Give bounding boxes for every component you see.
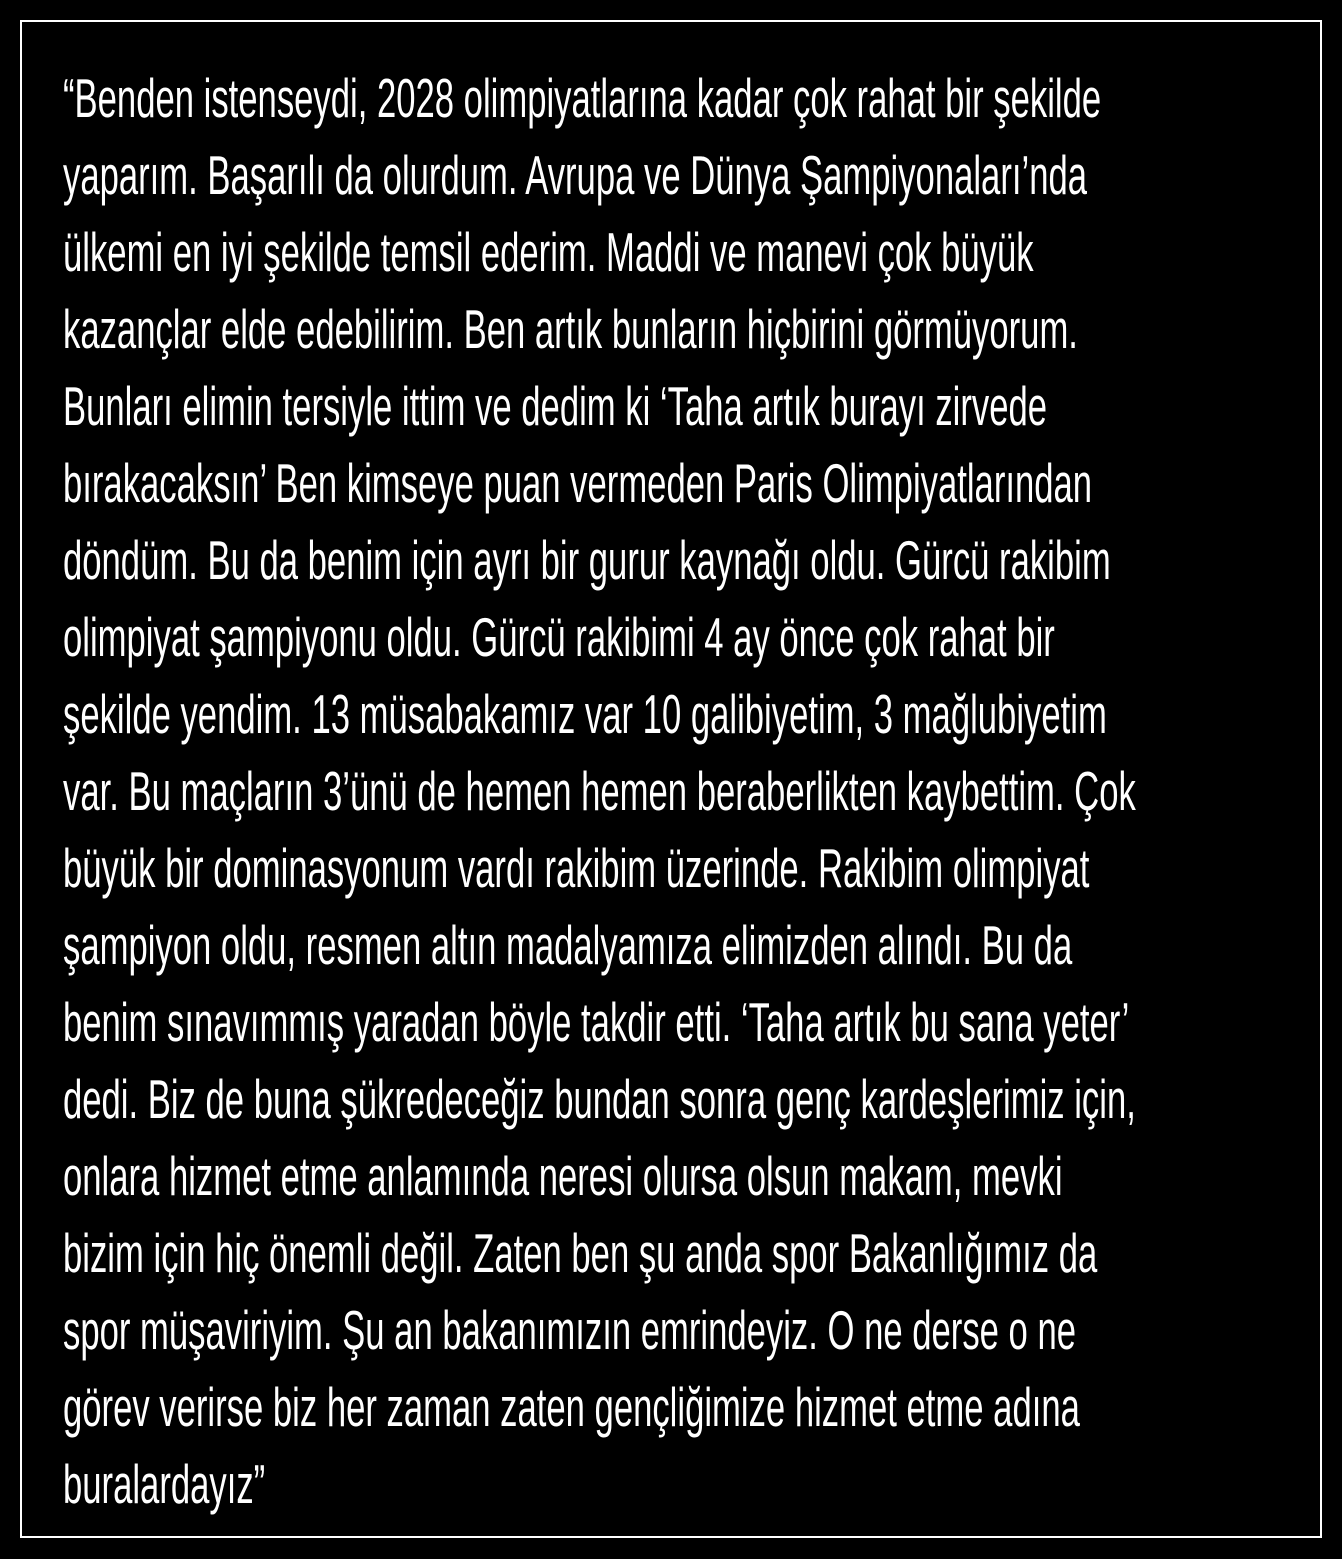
quote-line: bırakacaksın’ Ben kimseye puan vermeden Paris Olimpiyatlarından (63, 452, 1093, 514)
quote-line: benim sınavımmış yaradan böyle takdir etti. ‘Taha artık bu sana yeter’ (63, 991, 1130, 1053)
quote-line: yaparım. Başarılı da olurdum. Avrupa ve Dünya Şampiyonaları’nda (63, 144, 1088, 206)
quote-line: görev verirse biz her zaman zaten gençliğimize hizmet etme adına (63, 1376, 1080, 1438)
quote-line: ülkemi en iyi şekilde temsil ederim. Maddi ve manevi çok büyük (63, 221, 1034, 283)
quote-line: Bunları elimin tersiyle ittim ve dedim ki ‘Taha artık burayı zirvede (63, 375, 1048, 437)
quote-line: döndüm. Bu da benim için ayrı bir gurur kaynağı oldu. Gürcü rakibim (63, 529, 1111, 591)
quote-line: dedi. Biz de buna şükredeceğiz bundan sonra genç kardeşlerimiz için, (63, 1068, 1136, 1130)
quote-text (63, 60, 1323, 1523)
quote-line: onlara hizmet etme anlamında neresi olursa olsun makam, mevki (63, 1145, 1063, 1207)
quote-line: büyük bir dominasyonum vardı rakibim üzerinde. Rakibim olimpiyat (63, 837, 1090, 899)
quote-line: spor müşaviriyim. Şu an bakanımızın emrindeyiz. O ne derse o ne (63, 1299, 1076, 1361)
quote-line: olimpiyat şampiyonu oldu. Gürcü rakibimi 4 ay önce çok rahat bir (63, 606, 1055, 668)
quote-line: şekilde yendim. 13 müsabakamız var 10 galibiyetim, 3 mağlubiyetim (63, 683, 1107, 745)
quote-line: buralardayız” (63, 1453, 266, 1515)
quote-line: var. Bu maçların 3’ünü de hemen hemen beraberlikten kaybettim. Çok (63, 760, 1136, 822)
quote-line: bizim için hiç önemli değil. Zaten ben şu anda spor Bakanlığımız da (63, 1222, 1098, 1284)
quote-line: şampiyon oldu, resmen altın madalyamıza elimizden alındı. Bu da (63, 914, 1073, 976)
quote-line: “Benden istenseydi, 2028 olimpiyatlarına kadar çok rahat bir şekilde (63, 67, 1102, 129)
quote-line: kazançlar elde edebilirim. Ben artık bunların hiçbirini görmüyorum. (63, 298, 1078, 360)
